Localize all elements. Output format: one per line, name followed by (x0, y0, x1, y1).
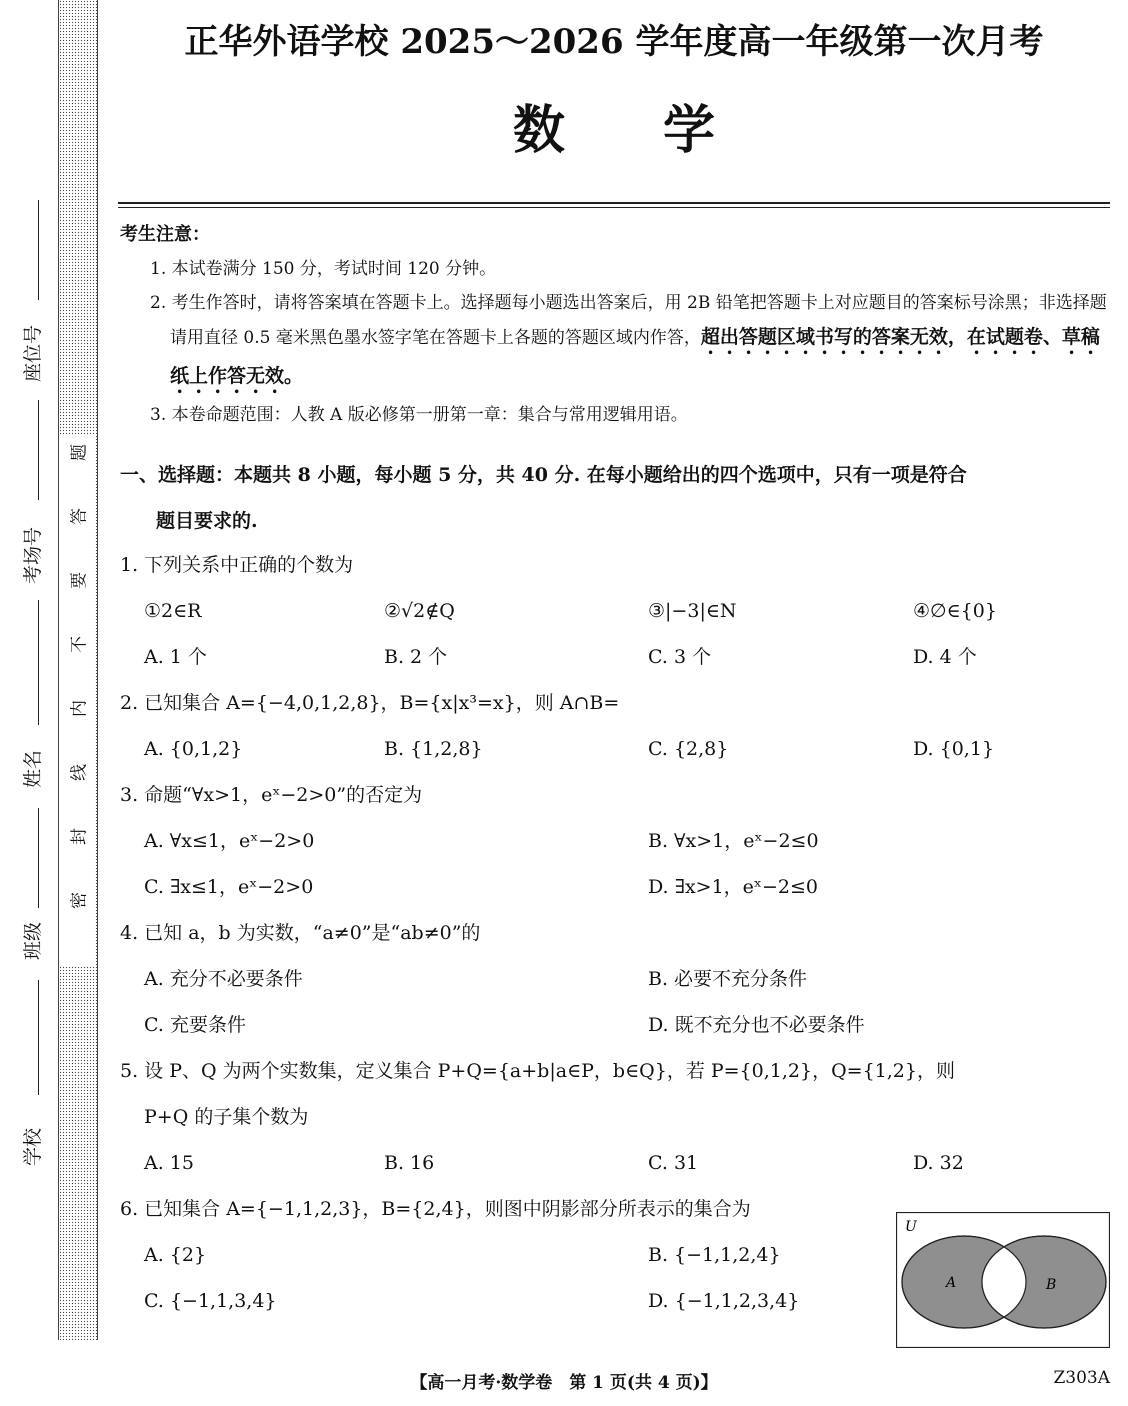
question-stem-continued: P+Q 的子集个数为 (144, 1106, 309, 1128)
option: B. 必要不充分条件 (648, 968, 808, 990)
question-stem: 6. 已知集合 A={−1,1,2,3}，B={2,4}，则图中阴影部分所表示的集合为 (120, 1198, 751, 1220)
option: C. 充要条件 (144, 1014, 246, 1036)
page-footer: 【高一月考·数学卷 第 1 页(共 4 页)】 (410, 1373, 718, 1393)
option: D. 4 个 (913, 646, 977, 668)
option: B. 2 个 (384, 646, 448, 668)
notice-item: 3. 本卷命题范围：人教 A 版必修第一册第一章：集合与常用逻辑用语。 (150, 405, 688, 425)
blank-line (38, 980, 39, 1095)
option: A. {2} (144, 1244, 207, 1266)
header-rule (118, 202, 1110, 204)
option-row (120, 634, 1110, 680)
option: A. 充分不必要条件 (144, 968, 303, 990)
option: A. {0,1,2} (144, 738, 243, 760)
option: C. ∃x≤1，eˣ−2>0 (144, 876, 314, 898)
candidate-notice (120, 218, 1110, 432)
school-label: 学校 (22, 1127, 44, 1166)
section-heading (120, 452, 1110, 544)
seal-char: 答 (69, 508, 90, 525)
option-row (120, 726, 1110, 772)
option-row (120, 956, 1110, 1002)
section-line: 一、选择题：本题共 8 小题，每小题 5 分，共 40 分. 在每小题给出的四个选项中，只有一项是符合 (120, 464, 967, 486)
blank-line (38, 400, 39, 500)
option: C. 31 (648, 1152, 699, 1174)
seal-char: 密 (69, 892, 90, 909)
statement: ①2∈R (144, 600, 202, 622)
option: C. 3 个 (648, 646, 712, 668)
option: C. {2,8} (648, 738, 729, 760)
blank-line (38, 200, 39, 300)
question-stem: 4. 已知 a，b 为实数，“a≠0”是“ab≠0”的 (120, 922, 481, 944)
notice-item: 1. 本试卷满分 150 分，考试时间 120 分钟。 (150, 259, 497, 279)
class-label: 班级 (22, 921, 44, 960)
binding-sidebar (0, 0, 100, 1406)
seal-char: 线 (69, 764, 90, 781)
paper-code: Z303A (1053, 1368, 1110, 1388)
section-line: 题目要求的. (156, 510, 258, 532)
statement-row (120, 588, 1110, 634)
venn-diagram (896, 1212, 1110, 1348)
seat-number-label: 座位号 (22, 324, 44, 382)
notice-heading: 考生注意： (120, 224, 210, 245)
question-stem: 5. 设 P、Q 为两个实数集，定义集合 P+Q={a+b|a∈P，b∈Q}，若 P={0,1,2}，Q={1,2}，则 (120, 1060, 955, 1082)
option: A. ∀x≤1，eˣ−2>0 (144, 830, 315, 852)
set-a-label: A (946, 1275, 957, 1291)
option-row (120, 818, 1110, 864)
exam-room-label: 考场号 (22, 526, 44, 584)
question-stem: 2. 已知集合 A={−4,0,1,2,8}，B={x|x³=x}，则 A∩B= (120, 692, 620, 714)
option: D. 既不充分也不必要条件 (648, 1014, 865, 1036)
exam-title: 正华外语学校 2025～2026 学年度高一年级第一次月考 (184, 22, 1044, 62)
blank-line (38, 600, 39, 725)
name-label: 姓名 (22, 749, 44, 788)
set-b-label: B (1046, 1277, 1057, 1293)
header-rule (118, 207, 1110, 208)
seal-char: 要 (69, 572, 90, 589)
option: D. {−1,1,2,3,4} (648, 1290, 800, 1312)
option: C. {−1,1,3,4} (144, 1290, 277, 1312)
option-row (120, 864, 1110, 910)
statement: ③|−3|∈N (648, 600, 737, 622)
subject-title: 数 学 (512, 100, 756, 161)
notice-emphasis: 超出答题区域书写的答案无效，在试题卷、草稿纸上作答无效。 (170, 326, 1100, 387)
seal-char: 内 (69, 700, 90, 717)
question-stem: 3. 命题“∀x>1，eˣ−2>0”的否定为 (120, 784, 423, 806)
option: D. 32 (913, 1152, 964, 1174)
option: A. 1 个 (144, 646, 207, 668)
question-area (120, 542, 1110, 1324)
statement: ④∅∈{0} (913, 600, 997, 622)
notice-item-text: 2. 考生作答时，请将答案填在答题卡上。选择题每小题选出答案后，用 2B 铅笔把答题卡上对应题目的答案标号涂黑；非选择题请用直径 0.5 毫米黑色墨水签字笔在答题卡上各题的答题区域内作答， (150, 293, 1107, 348)
seal-char: 题 (69, 444, 90, 461)
option: B. {1,2,8} (384, 738, 483, 760)
statement: ②√2∉Q (384, 600, 455, 622)
option: B. ∀x>1，eˣ−2≤0 (648, 830, 819, 852)
option-row (120, 1140, 1110, 1186)
option: B. {−1,1,2,4} (648, 1244, 781, 1266)
option: B. 16 (384, 1152, 435, 1174)
seal-char: 封 (69, 828, 90, 845)
universe-label: U (905, 1219, 917, 1235)
option: D. {0,1} (913, 738, 995, 760)
blank-line (38, 808, 39, 908)
seal-char: 不 (69, 636, 90, 653)
option-row (120, 1002, 1110, 1048)
option: A. 15 (144, 1152, 194, 1174)
option: D. ∃x>1，eˣ−2≤0 (648, 876, 818, 898)
question-stem: 1. 下列关系中正确的个数为 (120, 554, 354, 576)
notice-item (120, 286, 1110, 398)
